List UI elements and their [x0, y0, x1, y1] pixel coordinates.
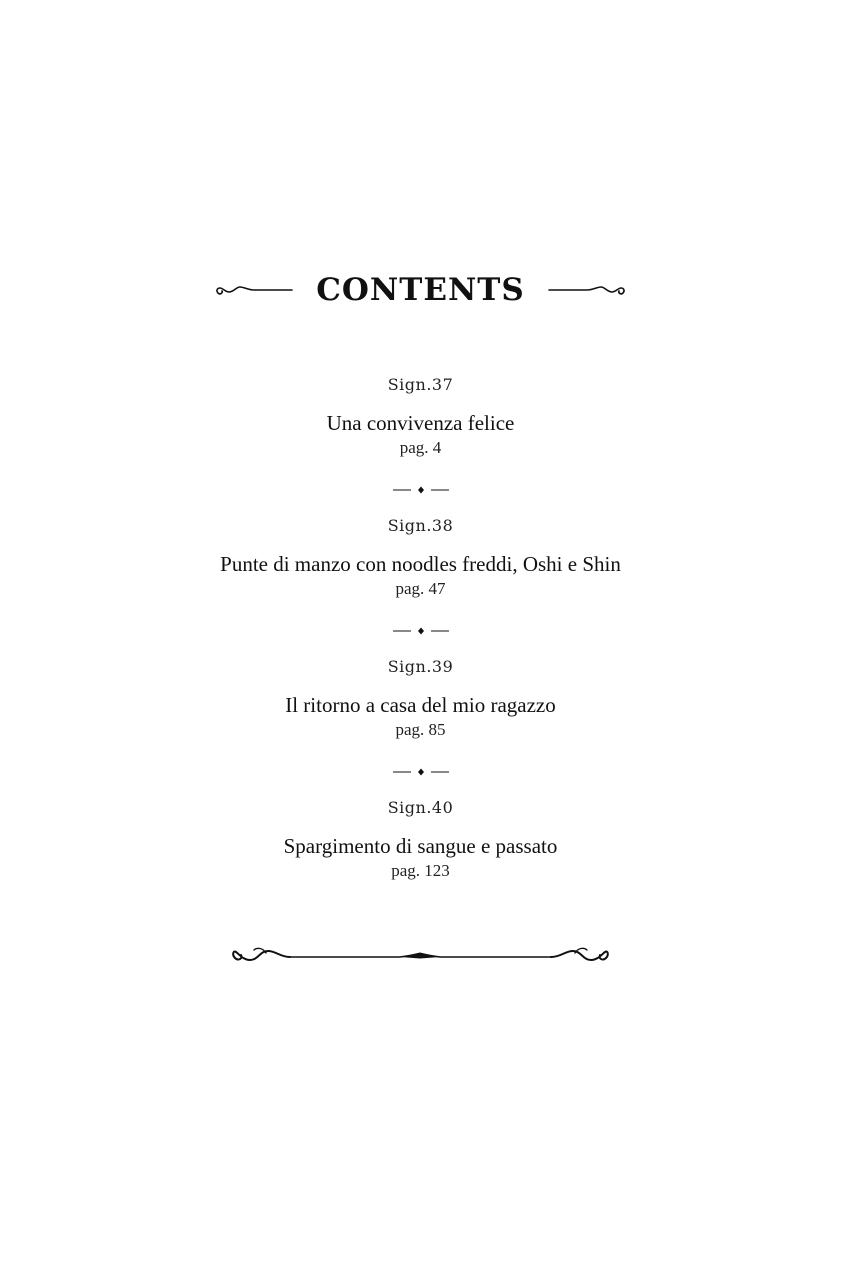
contents-entry: [0, 795, 841, 936]
flourish-right-icon: [547, 279, 627, 301]
chapter-number: Sign.40: [387, 798, 454, 817]
chapter-title: Una convivenza felice: [326, 411, 515, 435]
page-reference: pag. 85: [395, 720, 446, 739]
contents-entry: [0, 654, 841, 795]
flourish-left-icon: [214, 279, 294, 301]
contents-header: [0, 262, 841, 318]
chapter-title: Spargimento di sangue e passato: [283, 834, 558, 858]
page-reference: pag. 123: [391, 861, 450, 880]
contents-list: [0, 372, 841, 936]
chapter-number: Sign.38: [387, 516, 454, 535]
page-reference: pag. 47: [395, 579, 446, 598]
contents-entry: [0, 513, 841, 654]
chapter-number: Sign.37: [387, 375, 454, 394]
page-title: CONTENTS: [316, 271, 525, 308]
chapter-title: Il ritorno a casa del mio ragazzo: [285, 693, 556, 717]
diamond-divider-icon: [389, 766, 453, 778]
contents-entry: [0, 372, 841, 513]
page-reference: pag. 4: [399, 438, 442, 457]
ornamental-rule-icon: [230, 940, 611, 970]
chapter-title: Punte di manzo con noodles freddi, Oshi e Shin: [220, 552, 621, 576]
diamond-divider-icon: [389, 484, 453, 496]
diamond-divider-icon: [389, 625, 453, 637]
chapter-number: Sign.39: [387, 657, 454, 676]
